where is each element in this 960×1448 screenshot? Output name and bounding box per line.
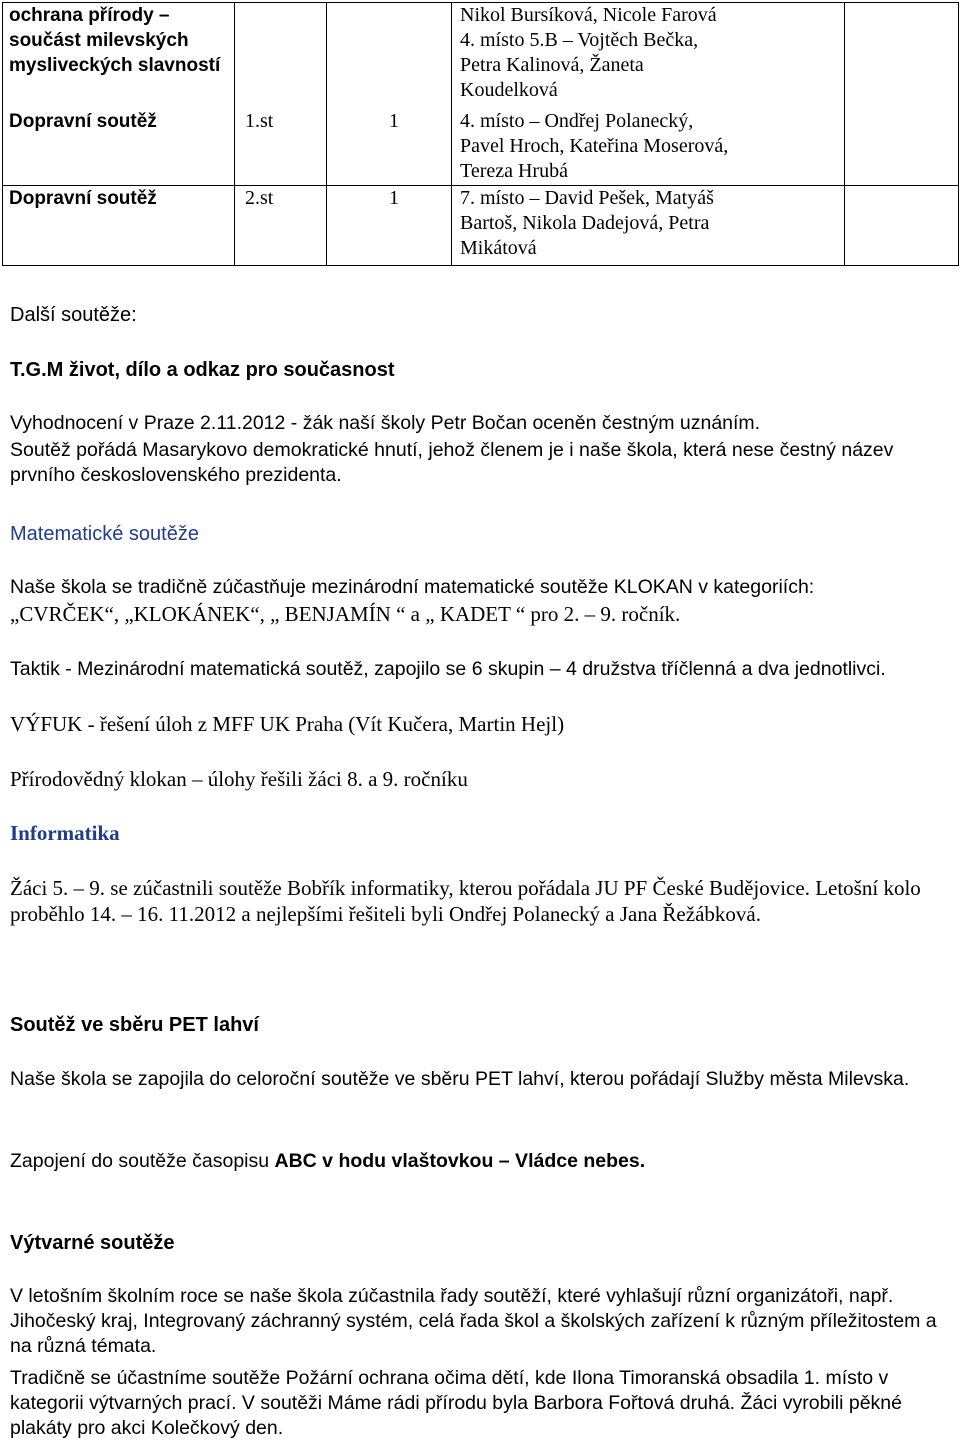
empty-cell [845, 186, 959, 266]
empty-cell [845, 3, 959, 109]
tgm-paragraph-2: Soutěž pořádá Masarykovo demokratické hnutí, jehož členem je i naše škola, která nese čestný název prvního československého prezidenta. [10, 439, 894, 486]
art-paragraph-2: Tradičně se účastníme soutěže Požární ochrana očima dětí, kde Ilona Timoranská obsadila 1. místo v kategorii výtvarných prací. V soutěži Máme rádi přírodu byla Barbora Fořtová druhá. Žáci vyrobili pěkné plakáty pro akci Kolečkový den. [10, 1367, 902, 1439]
count-cell: 1 [327, 109, 452, 186]
informatics-paragraph: Žáci 5. – 9. se zúčastnili soutěže Bobřík informatiky, kterou pořádala JU PF České Budějovice. Letošní kolo proběhlo 14. – 16. 11.2012 a nejlepšími řešiteli byli Ondřej Polanecký a Jana Řežábková. [10, 876, 921, 926]
result-line: Mikátová [460, 237, 537, 259]
math-heading: Matematické soutěže [10, 523, 199, 545]
math-paragraph-1: Naše škola se tradičně zúčastňuje mezinárodní matematické soutěže KLOKAN v kategoriích: [10, 576, 815, 598]
category-cell: 2.st [235, 186, 327, 266]
informatics-heading: Informatika [10, 821, 120, 845]
tgm-paragraph-1: Vyhodnocení v Praze 2.11.2012 - žák naší školy Petr Bočan oceněn čestným uznáním. [10, 412, 761, 434]
result-line: Tereza Hrubá [460, 159, 568, 182]
competition-name-cell [3, 109, 235, 186]
table-row [3, 109, 959, 186]
category-cell: 1.st [235, 109, 327, 186]
result-line: Pavel Hroch, Kateřina Moserová, [460, 134, 729, 157]
competition-name-cell [3, 186, 235, 266]
competition-name-line: součást milevských [9, 30, 189, 51]
result-cell [452, 186, 845, 266]
tgm-heading: T.G.M život, dílo a odkaz pro současnost [10, 359, 395, 381]
pet-paragraph: Naše škola se zapojila do celoroční soutěže ve sběru PET lahví, kterou pořádají Služby města Milevska. [10, 1068, 910, 1090]
art-paragraph-1: V letošním školním roce se naše škola zúčastnila řady soutěží, které vyhlašují různí organizátoři, např. Jihočeský kraj, Integrovaný záchranný systém, celá řada škol a školských zařízení k různým příležitostem a na různá témata. [10, 1285, 937, 1357]
abc-paragraph [10, 1149, 952, 1174]
result-line: Koudelková [460, 79, 558, 101]
art-heading: Výtvarné soutěže [10, 1232, 175, 1254]
result-cell [452, 3, 845, 109]
result-cell [452, 109, 845, 186]
competition-name-cell [3, 3, 235, 109]
count-cell: 1 [327, 186, 452, 266]
competition-name-line: Dopravní soutěž [9, 188, 157, 209]
abc-title: ABC v hodu vlaštovkou – Vládce nebes. [274, 1150, 646, 1172]
empty-cell [845, 109, 959, 186]
table-row [3, 186, 959, 266]
table-row [3, 3, 959, 109]
results-table [2, 2, 959, 266]
result-line: Petra Kalinová, Žaneta [460, 54, 644, 76]
result-line: Nikol Bursíková, Nicole Farová [460, 4, 717, 26]
count-cell [327, 3, 452, 109]
taktik-paragraph: Taktik - Mezinárodní matematická soutěž, zapojilo se 6 skupin – 4 družstva tříčlenná a dva jednotlivci. [10, 658, 886, 680]
math-paragraph-2: „CVRČEK“, „KLOKÁNEK“, „ BENJAMÍN “ a „ KADET “ pro 2. – 9. ročník. [10, 602, 681, 626]
competition-name-line: Dopravní soutěž [9, 110, 157, 132]
result-line: 4. místo 5.B – Vojtěch Bečka, [460, 29, 699, 51]
competition-name-line: mysliveckých slavností [9, 55, 221, 76]
result-line: 7. místo – David Pešek, Matyáš [460, 187, 714, 209]
abc-prefix: Zapojení do soutěže časopisu [10, 1150, 275, 1172]
klokan-paragraph: Přírodovědný klokan – úlohy řešili žáci 8. a 9. ročníku [10, 767, 468, 791]
competition-name-line: ochrana přírody – [9, 5, 170, 26]
other-competitions-heading: Další soutěže: [10, 304, 137, 326]
pet-heading: Soutěž ve sběru PET lahví [10, 1014, 259, 1036]
vyfuk-paragraph: VÝFUK - řešení úloh z MFF UK Praha (Vít Kučera, Martin Hejl) [10, 712, 565, 736]
result-line: Bartoš, Nikola Dadejová, Petra [460, 212, 710, 234]
category-cell [235, 3, 327, 109]
result-line: 4. místo – Ondřej Polanecký, [460, 109, 694, 132]
